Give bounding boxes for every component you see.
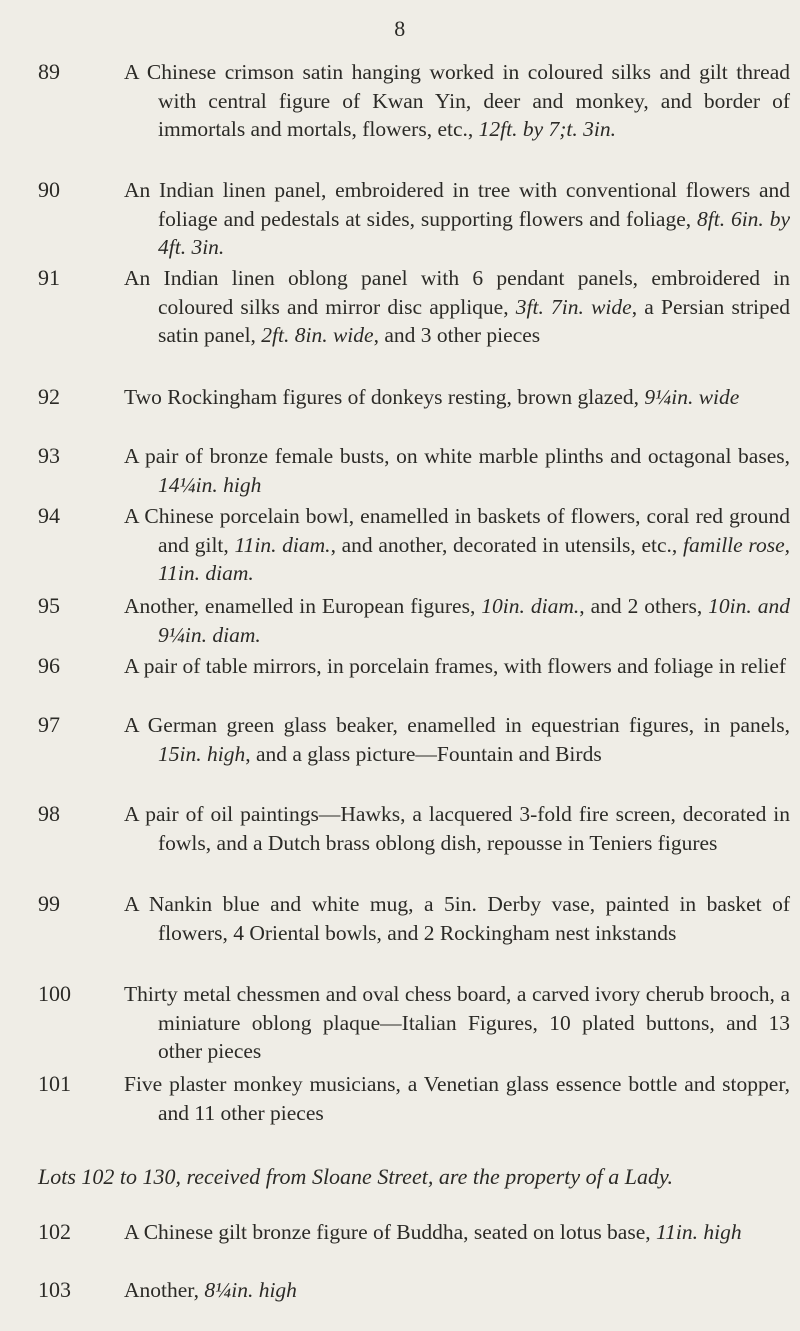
lot-description <box>124 652 790 681</box>
lot-99 <box>38 890 790 947</box>
page-number: 8 <box>394 16 406 41</box>
lot-text: , and a glass picture—Fountain and Birds <box>245 741 602 766</box>
lot-description <box>124 1218 790 1247</box>
lot-text: A Chinese crimson satin hanging worked in coloured silks and gilt thread with central figure of Kwan Yin, deer and monkey, and border of immortals and mortals, flowers, etc., <box>124 60 790 141</box>
lot-number: 91 <box>38 265 60 290</box>
lot-text: Two Rockingham figures of donkeys resting, brown glazed, <box>124 385 645 409</box>
lot-dimensions: 9¼in. wide <box>644 385 740 409</box>
lot-description <box>124 592 790 649</box>
lot-93 <box>38 442 790 499</box>
lot-text: An Indian linen panel, embroidered in tree with conventional flowers and foliage and pedestals at sides, supporting flowers and foliage, <box>124 178 790 231</box>
lot-number: 92 <box>38 384 60 409</box>
lot-description <box>124 58 790 144</box>
lot-description <box>124 890 790 947</box>
lot-description <box>124 1070 790 1127</box>
lot-description <box>124 442 790 499</box>
lot-dimensions: 2ft. 8in. wide <box>261 323 374 347</box>
lot-dimensions: 14¼in. high <box>158 472 262 497</box>
lot-text: A pair of oil paintings—Hawks, a lacquered 3-fold fire screen, decorated in fowls, and a Dutch brass oblong dish, repousse in Teniers figures <box>124 802 790 855</box>
section-heading: Lots 102 to 130, received from Sloane Street, are the property of a Lady. <box>38 1164 674 1189</box>
lot-description <box>124 980 790 1066</box>
lot-dimensions: 15in. high <box>158 741 246 766</box>
lot-text: Another, enamelled in European figures, <box>124 594 482 618</box>
lot-number: 93 <box>38 443 60 468</box>
lot-98 <box>38 800 790 857</box>
lot-description <box>124 264 790 350</box>
lot-92 <box>38 383 790 412</box>
lot-text: Another, <box>124 1278 205 1302</box>
lot-description <box>124 1276 790 1305</box>
lot-number: 99 <box>38 891 60 916</box>
lot-dimensions: 10in. diam. <box>481 594 580 618</box>
lot-text: A pair of table mirrors, in porcelain frames, with flowers and foliage in relief <box>124 654 787 678</box>
lot-number: 94 <box>38 503 60 528</box>
lot-text: A Nankin blue and white mug, a 5in. Derby vase, painted in basket of flowers, 4 Oriental bowls, and 2 Rockingham nest inkstands <box>124 892 790 945</box>
lot-dimensions: famille rose <box>682 532 785 557</box>
lot-dimensions: 10in. and 9¼in. diam. <box>158 594 790 647</box>
lot-dimensions: 11in. high <box>656 1220 742 1244</box>
lot-text: , a Persian striped satin panel, <box>158 294 790 347</box>
lot-number: 101 <box>38 1071 71 1096</box>
lot-102 <box>38 1218 790 1247</box>
lot-description <box>124 383 790 412</box>
lot-number: 97 <box>38 712 60 737</box>
lot-text: Thirty metal chessmen and oval chess board, a carved ivory cherub brooch, a miniature oblong plaque—Italian Figures, 10 plated buttons, and 13 other pieces <box>124 982 790 1063</box>
lot-text: , and another, decorated in utensils, etc., <box>330 532 683 557</box>
lot-95 <box>38 592 790 649</box>
lot-number: 98 <box>38 801 60 826</box>
lot-97 <box>38 711 790 768</box>
lot-number: 95 <box>38 593 60 618</box>
lot-text: , 11in. diam. <box>158 532 790 585</box>
lot-number: 90 <box>38 177 60 202</box>
lot-description <box>124 711 790 768</box>
lot-89 <box>38 58 790 144</box>
lot-number: 102 <box>38 1219 71 1244</box>
lot-text: A Chinese porcelain bowl, enamelled in baskets of flowers, coral red ground and gilt, <box>124 504 790 557</box>
lot-text: An Indian linen oblong panel with 6 pendant panels, embroidered in coloured silks and mirror disc applique, <box>124 266 790 319</box>
lot-90 <box>38 176 790 262</box>
lot-94 <box>38 502 790 588</box>
lot-text: , and 3 other pieces <box>373 323 541 347</box>
lot-description <box>124 176 790 262</box>
lot-dimensions: 11in. diam. <box>234 532 331 557</box>
lot-number: 100 <box>38 981 71 1006</box>
lot-number: 96 <box>38 653 60 678</box>
lot-91 <box>38 264 790 350</box>
lot-dimensions: 8ft. 6in. by 4ft. 3in. <box>158 206 790 259</box>
lot-100 <box>38 980 790 1066</box>
lot-96 <box>38 652 790 681</box>
lot-text: Five plaster monkey musicians, a Venetian glass essence bottle and stopper, and 11 other pieces <box>124 1072 790 1125</box>
lot-text: , and 2 others, <box>579 594 709 618</box>
lot-dimensions: 3ft. 7in. wide <box>515 294 632 319</box>
lot-dimensions: 8¼in. high <box>204 1278 297 1302</box>
lot-number: 89 <box>38 59 60 84</box>
lot-dimensions: 12ft. by 7;t. 3in. <box>478 117 616 141</box>
lot-103 <box>38 1276 790 1305</box>
lot-description <box>124 502 790 588</box>
lot-description <box>124 800 790 857</box>
lot-number: 103 <box>38 1277 71 1302</box>
lot-text: A pair of bronze female busts, on white marble plinths and octagonal bases, <box>124 444 790 468</box>
lot-text: A German green glass beaker, enamelled in equestrian figures, in panels, <box>124 713 790 737</box>
lot-text: A Chinese gilt bronze figure of Buddha, seated on lotus base, <box>124 1220 657 1244</box>
lot-101 <box>38 1070 790 1127</box>
